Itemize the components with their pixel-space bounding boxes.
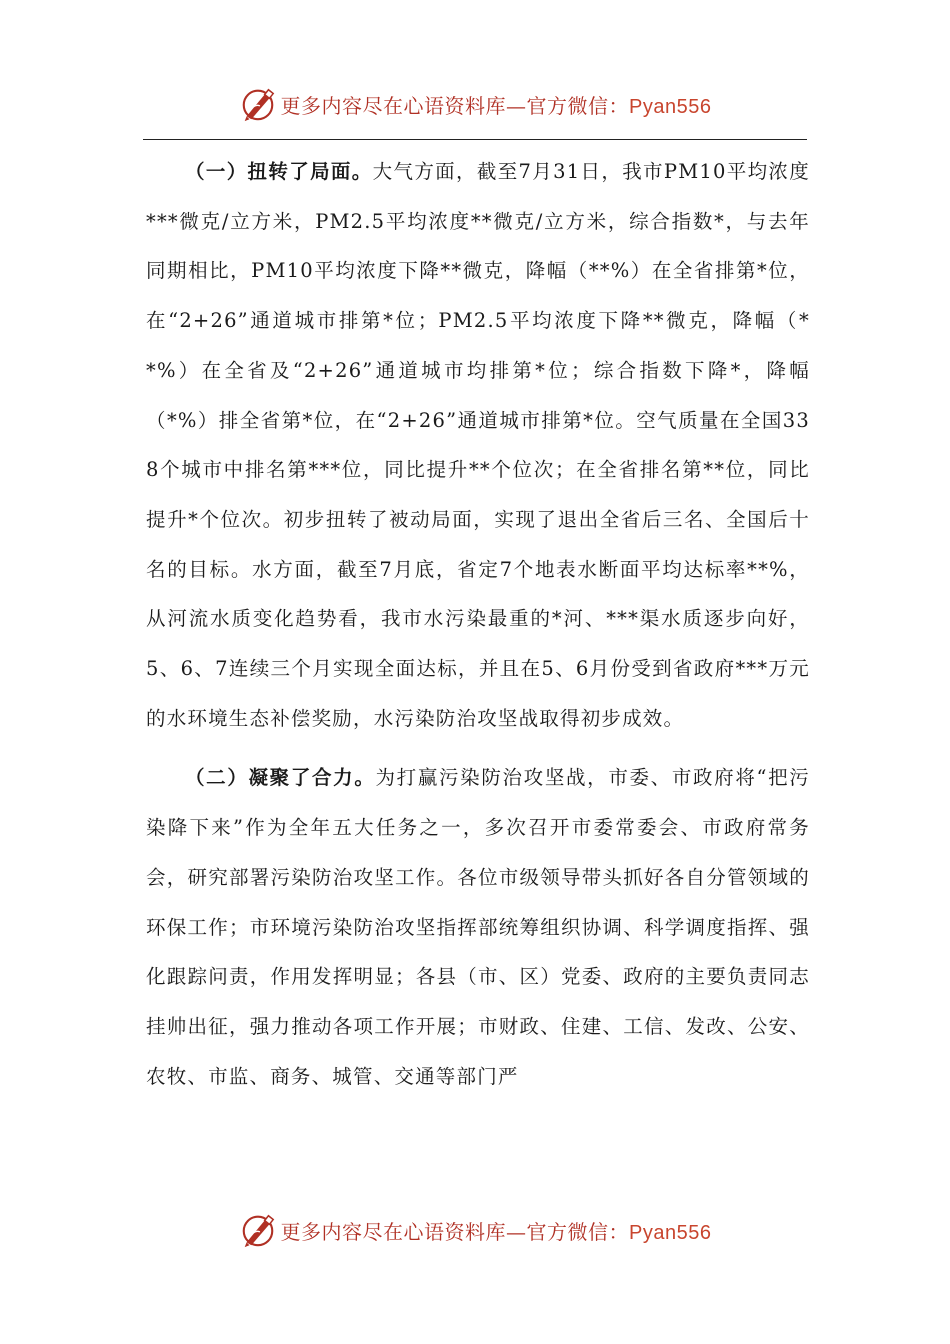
footer-banner xyxy=(0,1210,950,1250)
footer-slogan xyxy=(281,1216,712,1245)
banner-text: 更多内容尽在心语资料库—官方微信： xyxy=(280,93,630,118)
header-divider xyxy=(143,139,807,140)
footer-handle: Pyan556 xyxy=(629,1221,712,1244)
paragraph-1-body: 大气方面，截至7月31日，我市PM10平均浓度***微克/立方米，PM2.5平均浓度**微克/立方米，综合指数*，与去年同期相比，PM10平均浓度下降**微克，降幅（**%）在全省排第*位，在“2+26”通道城市排第*位；PM2.5平均浓度下降**微克，降幅（**%）在全省及“2+26”通道城市均排第*位；综合指数下降*，降幅（*%）排全省第*位，在“2+26”通道城市排第*位。空气质量在全国338个城市中排名第***位，同比提升**个位次；在全省排名第**位，同比提升*个位次。初步扭转了被动局面，实现了退出全省后三名、全国后十名的目标。水方面，截至7月底，省定7个地表水断面平均达标率**%，从河流水质变化趋势看，我市水污染最重的*河、***渠水质逐步向好，5、6、7连续三个月实现全面达标，并且在5、6月份受到省政府***万元的水环境生态补偿奖励，水污染防治攻坚战取得初步成效。 xyxy=(146,160,810,730)
banner-slogan xyxy=(281,90,712,119)
paragraph-1 xyxy=(146,147,810,743)
document-body xyxy=(146,147,810,1101)
pen-logo-icon xyxy=(239,85,277,123)
paragraph-2-heading: （二）凝聚了合力。 xyxy=(185,766,376,790)
banner-handle: Pyan556 xyxy=(629,95,712,118)
footer-text: 更多内容尽在心语资料库—官方微信： xyxy=(280,1219,630,1244)
paragraph-2 xyxy=(146,753,810,1101)
header-banner xyxy=(0,84,950,124)
paragraph-1-heading: （一）扭转了局面。 xyxy=(185,160,373,183)
paragraph-2-body: 为打赢污染防治攻坚战，市委、市政府将“把污染降下来”作为全年五大任务之一，多次召开市委常委会、市政府常务会，研究部署污染防治攻坚工作。各位市级领导带头抓好各自分管领域的环保工作；市环境污染防治攻坚指挥部统筹组织协调、科学调度指挥、强化跟踪问责，作用发挥明显；各县（市、区）党委、政府的主要负责同志挂帅出征，强力推动各项工作开展；市财政、住建、工信、发改、公安、农牧、市监、商务、城管、交通等部门严 xyxy=(146,766,810,1088)
pen-logo-icon xyxy=(239,1211,277,1249)
